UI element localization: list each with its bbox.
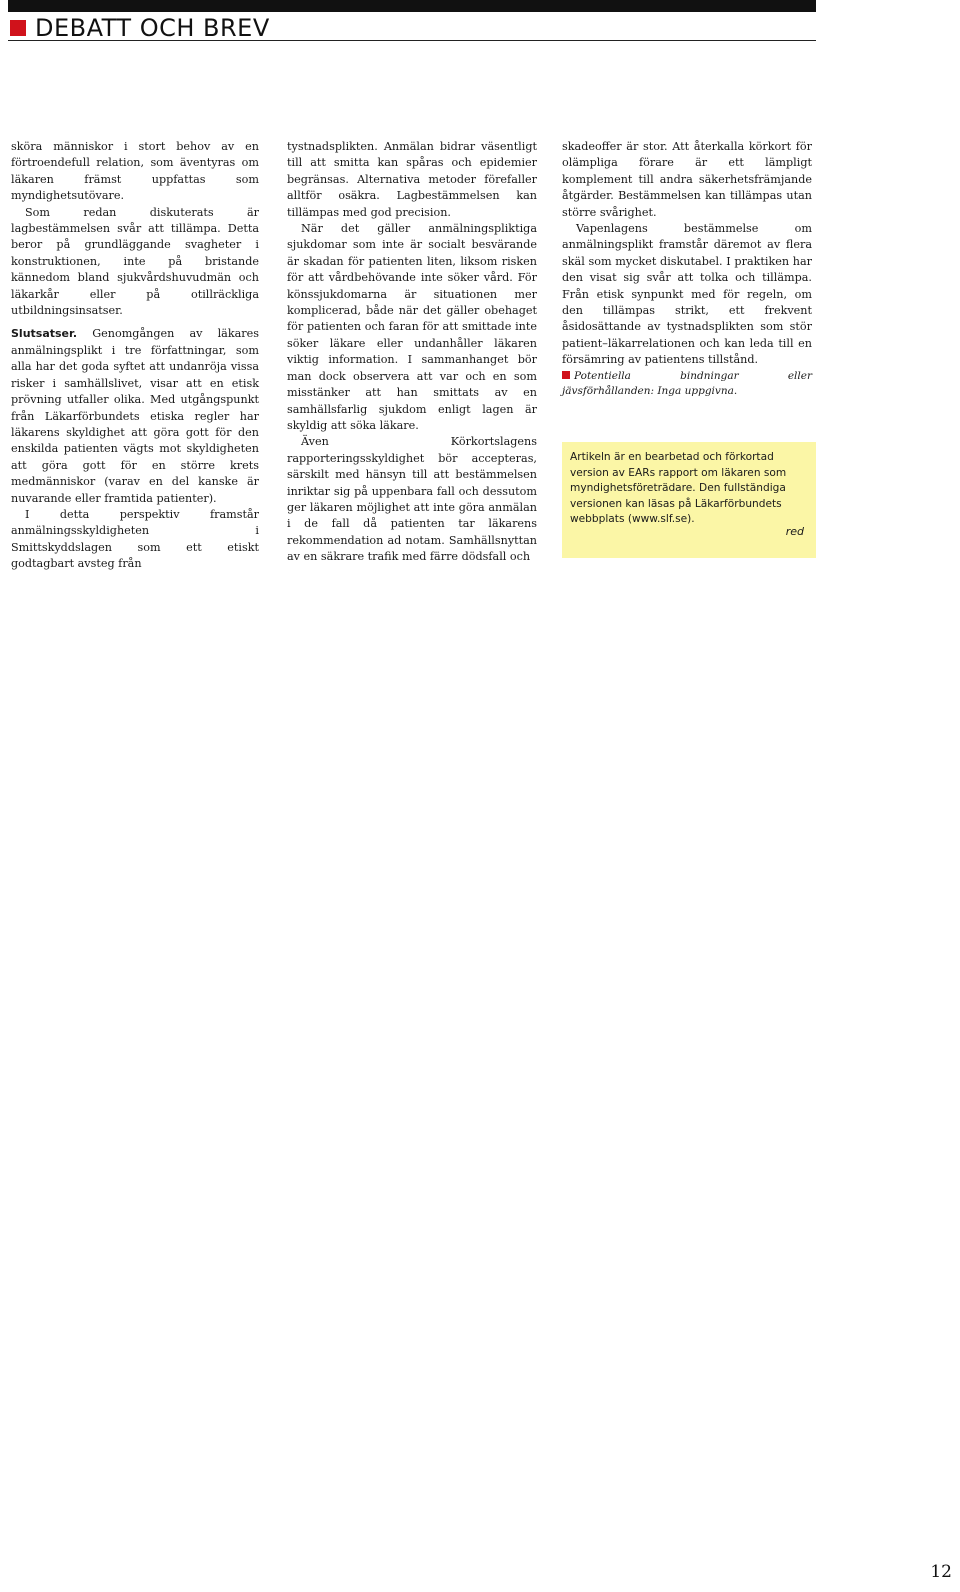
paragraph: Som redan diskuterats är lagbestämmelsen svår att tillämpa. Detta beror på grundläggande svagheter i konstruktionen, inte på bristande kännedom bland sjukvårdshuvudmän och läkarkår eller på otillräckliga utbildningsinsatser. [11, 205, 259, 318]
text-column-2 [287, 139, 537, 566]
section-title: DEBATT OCH BREV [35, 14, 270, 42]
text-column-1 [11, 139, 259, 573]
paragraph [11, 326, 259, 506]
top-bar [8, 0, 816, 12]
subheading: Slutsatser. [11, 327, 78, 341]
paragraph: I detta perspektiv framstår anmälningsskyldigheten i Smittskyddslagen som ett etiskt godtagbart avsteg från [11, 507, 259, 571]
paragraph: tystnadsplikten. Anmälan bidrar väsentligt till att smitta kan spåras och epidemier begränsas. Alternativa metoder förefaller alltför osäkra. Lagbestämmelsen kan tillämpas med god precision. [287, 140, 537, 219]
info-box-signature: red [785, 525, 804, 538]
paragraph: skadeoffer är stor. Att återkalla körkort för olämpliga förare är ett lämpligt komplement till andra säkerhetsfrämjande åtgärder. Bestämmelsen kan tillämpas utan större svårighet. [562, 140, 812, 219]
text-column-3 [562, 139, 812, 399]
red-square-icon [562, 371, 570, 379]
disclosure-text: Potentiella bindningar eller jävsförhållanden: Inga uppgivna. [562, 369, 812, 397]
page-number: 12 [930, 1562, 952, 1582]
section-header [8, 14, 816, 41]
paragraph: sköra människor i stort behov av en förtroendefull relation, som äventyras om läkaren främst uppfattas som myndighetsutövare. [11, 140, 259, 203]
disclosure-note [562, 369, 812, 399]
paragraph: Även Körkortslagens rapporteringsskyldighet bör accepteras, särskilt med hänsyn till att bestämmelsen inriktar sig på uppenbara fall och dessutom ger läkaren möjlighet att inte göra anmälan i de fall då patienten tar läkarens rekommendation ad notam. Samhällsnyttan av en säkrare trafik med färre dödsfall och [287, 435, 537, 564]
red-square-icon [10, 20, 26, 36]
paragraph-text: Genomgången av läkares anmälningsplikt i tre författningar, som alla har det goda syftet att undanröja vissa risker i samhällslivet, visar att en etisk prövning utfaller olika. Med utgångspunkt från Läkarförbundets etiska regler har läkarens skyldighet att göra gott för den enskilda patienten vägts mot skyldigheten att göra gott för en större krets medmänniskor (varav en del kanske är nuvarande eller framtida patienter). [11, 327, 259, 505]
paragraph: Vapenlagens bestämmelse om anmälningsplikt framstår däremot av flera skäl som mycket diskutabel. I praktiken har den visat sig svår att tolka och tillämpa. Från etisk synpunkt med för regeln, om den tillämpas strikt, ett frekvent åsidosättande av tystnadsplikten som stör patient–läkarrelationen och kan leda till en försämring av patientens tillstånd. [562, 222, 812, 367]
info-box-text: Artikeln är en bearbetad och förkortad version av EARs rapport om läkaren som myndighetsföreträdare. Den fullständiga versionen kan läsas på Läkarförbundets webbplats (www.slf.se). [570, 451, 787, 525]
paragraph: När det gäller anmälningspliktiga sjukdomar som inte är socialt besvärande är skadan för patienten liten, liksom risken för att vårdbehövande inte söker vård. För könssjukdomarna är situationen mer komplicerad, både när det gäller obehaget för patienten och faran för att smittade inte söker läkare eller undanhåller läkaren viktig information. I sammanhanget bör man dock observera att var och en som misstänker att han smittats av en samhällsfarlig sjukdom enligt lagen är skyldig att söka läkare. [287, 222, 537, 432]
info-box [562, 442, 816, 558]
